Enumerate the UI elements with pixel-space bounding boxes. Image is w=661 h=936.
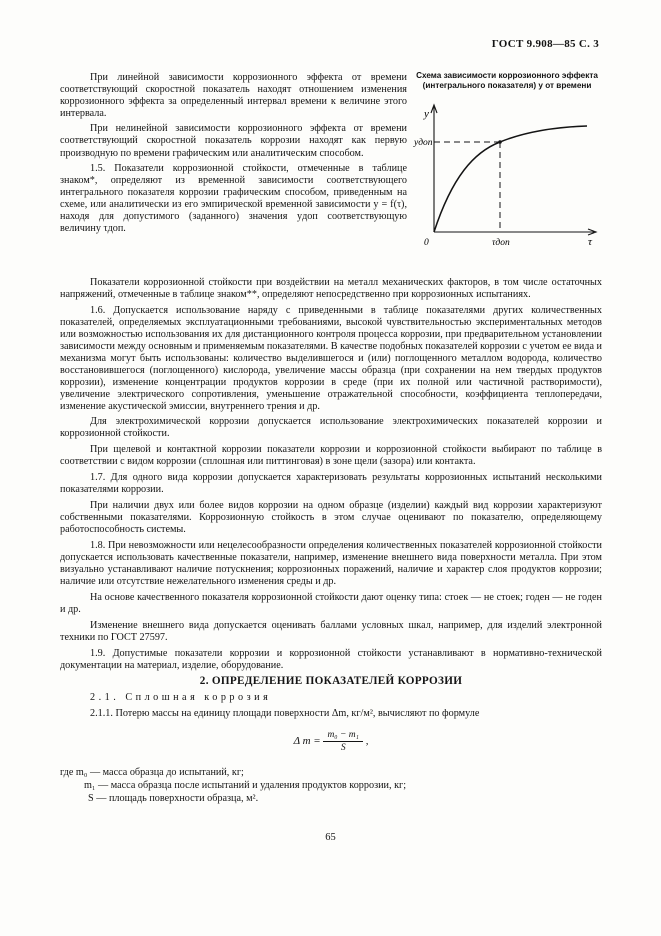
paragraph: Показатели коррозионной стойкости при воздействии на металл механических факторов, в том числе остаточных напряжений, отмеченные в таблице знаком**, определяют непосредственно при коррозионных испытаниях. (60, 277, 602, 300)
corrosion-schema-chart (412, 97, 602, 247)
formula-fraction (323, 729, 363, 754)
paragraph: На основе качественного показателя коррозионной стойкости дают оценку типа: стоек — не стоек; годен — не годен и др. (60, 591, 602, 615)
subsection-title: 2.1. Сплошная коррозия (90, 691, 272, 703)
formula (60, 729, 602, 754)
section-title: 2. ОПРЕДЕЛЕНИЕ ПОКАЗАТЕЛЕЙ КОРРОЗИИ (199, 674, 463, 687)
paragraph: При нелинейной зависимости коррозионного эффекта от времени соответствующий скоростной показатель коррозии находят как первую производную по времени графическим или аналитическим способом. (60, 123, 407, 159)
definition: где m₀ — масса образца до испытаний, кг; (60, 767, 244, 779)
page-number: 65 (325, 832, 336, 843)
formula-numerator: m₀ − m₁ (323, 729, 363, 742)
main-text (60, 277, 602, 805)
paragraph: Изменение внешнего вида допускается оценивать баллами условных шкал, например, для изделий электронной техники по ГОСТ 27597. (60, 619, 602, 643)
paragraph: Для электрохимической коррозии допускается использование электрохимических показателей коррозии и коррозионной стойкости. (60, 416, 602, 440)
paragraph: При наличии двух или более видов коррозии на одном образце (изделии) каждый вид коррозии характеризуют собственными показателями. Коррозионную стойкость в этом случае оценивают по показателю, определяющему работоспособность системы. (60, 500, 602, 536)
paragraph: 1.8. При невозможности или нецелесообразности определения количественных показателей коррозионной стойкости допускается использовать качественные показатели, например, изменение внешнего вида поверхности металла. При этом визуально устанавливают наличие потускнения; коррозионных поражений, наличие и характер слоя продуктов коррозии; наличие или отсутствие нежелательного изменения среды и др. (60, 540, 602, 587)
paragraph: 1.6. Допускается использование наряду с приведенными в таблице показателями других количественных показателей, определяемых эксплуатационными требованиями, высокой чувствительностью экспериментальных методов или возможностью использования их для дистанционного контроля процесса коррозии, при предварительном установлении зависимости между основным и применяемым показателями. В качестве подобных показателей коррозии с учетом ее вида и механизма могут быть использованы: количество выделившегося и (или) поглощенного металлом водорода, количество восстановившегося (поглощенного) кислорода, увеличение массы образца (при сохранении на нем твердых продуктов коррозии), изменение концентрации продуктов коррозии в среде (при их полной или частичной растворимости), увеличение электрического сопротивления, уменьшение отражательной способности, коэффициента теплопередачи, изменение акустической эмиссии, внутреннего трения и др. (60, 304, 602, 412)
paragraph: При линейной зависимости коррозионного эффекта от времени соответствующий скоростной показатель находят отношением изменения коррозионного эффекта за определенный интервал времени к величине этого интервала. (60, 72, 407, 120)
y-axis-label: y (424, 108, 429, 120)
left-column (60, 72, 407, 238)
definitions (60, 766, 602, 805)
paragraph: 1.9. Допустимые показатели коррозии и коррозионной стойкости устанавливают в нормативно-технической документации на материал, изделие, оборудование. (60, 647, 602, 671)
y-mark-label: yдоп (414, 138, 433, 148)
formula-lhs: Δ m = (293, 735, 321, 748)
paragraph: 1.5. Показатели коррозионной стойкости, отмеченные в таблице знаком*, определяют из временной зависимости соответствующего интегрального показателя коррозии графическим способом, приведенным на схеме, или аналитически из его эмпирической временной зависимости y = f(τ), находя для допустимого (заданного) значения yдоп соответствующую величину τдоп. (60, 162, 407, 235)
x-axis-label: τ (588, 236, 592, 247)
page-header: ГОСТ 9.908—85 С. 3 (491, 38, 599, 50)
definition: S — площадь поверхности образца, м². (88, 793, 259, 805)
formula-denominator: S (340, 743, 346, 754)
paragraph: 2.1.1. Потерю массы на единицу площади поверхности Δm, кг/м², вычисляют по формуле (90, 707, 480, 719)
figure-caption: Схема зависимости коррозионного эффекта (интегрального показателя) y от времени (416, 71, 598, 90)
formula-tail: , (365, 735, 369, 748)
intersection-point (498, 140, 502, 144)
figure (412, 71, 602, 247)
paragraph: При щелевой и контактной коррозии показатели коррозии и коррозионной стойкости выбирают по таблице в соответствии с видом коррозии (сплошная или питтинговая) в зоне щели (зазора) или контакта. (60, 444, 602, 468)
definition: m₁ — масса образца после испытаний и удаления продуктов коррозии, кг; (84, 780, 407, 792)
paragraph: 1.7. Для одного вида коррозии допускается характеризовать результаты коррозионных испытаний несколькими показателями коррозии. (60, 472, 602, 496)
origin-label: 0 (424, 238, 429, 247)
x-mark-label: τдоп (492, 238, 510, 247)
